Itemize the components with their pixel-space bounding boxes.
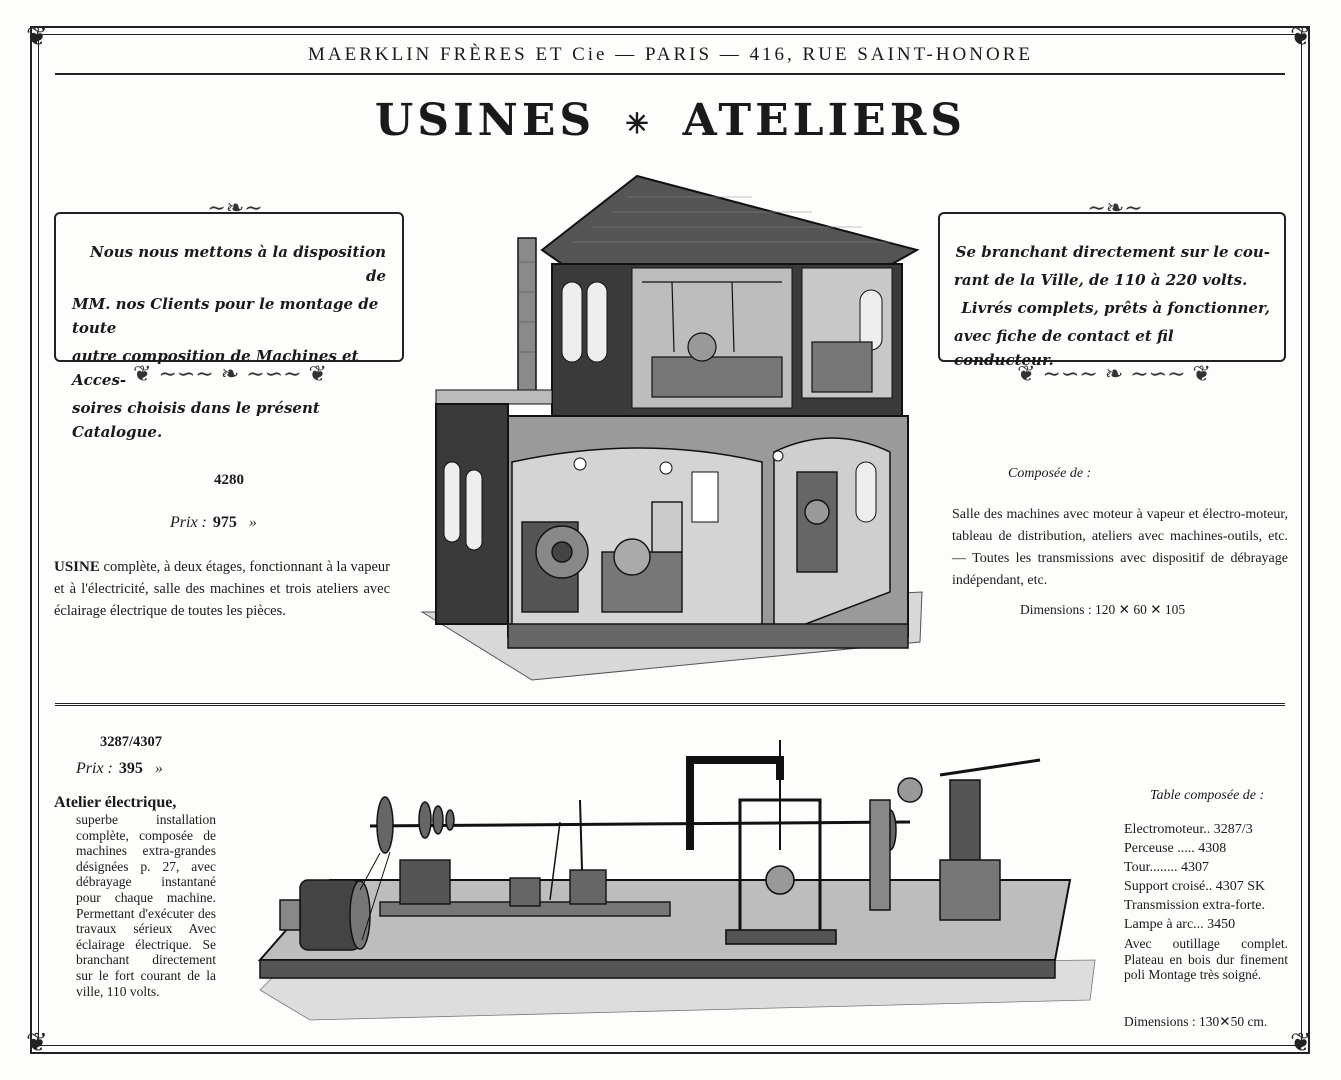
part-item: Transmission extra-forte. [1124, 898, 1266, 913]
parts-list [1124, 820, 1265, 934]
right-note-line: Livrés complets, prêts à fonctionner, [961, 299, 1270, 317]
part-item: Electromoteur.. 3287/3 [1124, 822, 1253, 837]
corner-ornament-icon: ❦ [1290, 1028, 1312, 1058]
usine-composition: Salle des machines avec moteur à vapeur et électro-moteur, tableau de distribution, ateliers avec machines-outils, etc. — Toutes les transmissions avec dispositif de débrayage indépendant, etc. [952, 507, 1288, 588]
price-value: 975 [212, 514, 237, 531]
flourish-icon: ∼❧∼ [207, 196, 263, 221]
part-item: Lampe à arc... 3450 [1124, 917, 1236, 932]
right-note-line: Se branchant directement sur le cou- [955, 243, 1270, 261]
plateau-edge [260, 960, 1055, 978]
corner-ornament-icon: ❦ [26, 1028, 48, 1058]
title-separator-icon: ✳ [625, 107, 653, 140]
atelier-description: superbe installation complète, composée de machines extra-grandes désignées p. 27, avec débrayage instantané pour chaque machine. Permettant d'exécuter des travaux sérieux Avec éclairage électrique. Se branchant directement sur le fort courant de la ville, 110 volts. [76, 812, 216, 999]
table-label: Table composée de : [1150, 788, 1265, 803]
usine-dimensions: Dimensions : 120 ✕ 60 ✕ 105 [1020, 602, 1186, 617]
right-note-box [938, 212, 1286, 369]
price-suffix: » [248, 514, 257, 531]
atelier-number: 3287/4307 [100, 734, 163, 750]
part-item: Tour........ 4307 [1124, 860, 1209, 875]
usine-name: USINE [54, 559, 100, 575]
right-note-line: rant de la Ville, de 110 à 220 volts. [954, 271, 1248, 289]
workshop-illustration [250, 730, 1110, 1040]
price-suffix: » [154, 760, 163, 777]
flourish-icon: ❦ ∼∽∼ ❧ ∼∽∼ ❦ [133, 362, 327, 387]
factory-roof [542, 176, 917, 264]
catalogue-header: MAERKLIN FRÈRES ET Cie — PARIS — 416, RUE SAINT-HONORE [307, 44, 1033, 65]
atelier-price [76, 760, 163, 778]
price-label: Prix : [170, 514, 207, 531]
price-label: Prix : [76, 760, 113, 777]
usine-price [170, 514, 257, 532]
factory-illustration [412, 172, 928, 692]
left-note-line: MM. nos Clients pour le montage de toute [72, 295, 379, 337]
usine-number: 4280 [214, 472, 244, 488]
title-right: ATELIERS [682, 95, 967, 146]
left-note-line: soires choisis dans le présent Catalogue. [72, 399, 320, 441]
part-item: Perceuse ..... 4308 [1124, 841, 1227, 856]
atelier-name: Atelier électrique, [54, 794, 177, 811]
usine-description-text: complète, à deux étages, fonctionnant à la vapeur et à l'électricité, salle des machines et trois ateliers avec éclairage électrique de toutes les pièces. [54, 559, 390, 619]
left-note-line: Nous nous mettons à la disposition de [89, 243, 386, 285]
usine-description [54, 556, 390, 622]
header-rule [55, 73, 1285, 75]
corner-ornament-icon: ❦ [26, 22, 48, 52]
left-note-line: autre composition de Machines et Acces- [72, 347, 359, 389]
atelier-extra: Avec outillage complet. Plateau en bois dur finement poli Montage très soigné. [1124, 936, 1288, 983]
atelier-dimensions: Dimensions : 130✕50 cm. [1124, 1014, 1268, 1029]
section-divider [55, 703, 1285, 706]
flourish-icon: ❦ ∼∽∼ ❧ ∼∽∼ ❦ [1017, 362, 1211, 387]
factory-base [508, 624, 908, 648]
corner-ornament-icon: ❦ [1290, 22, 1312, 52]
left-note-box [54, 212, 404, 441]
composed-label: Composée de : [1008, 466, 1092, 481]
part-item: Support croisé.. 4307 SK [1124, 879, 1266, 894]
page-title [0, 95, 1341, 146]
price-value: 395 [118, 760, 143, 777]
title-left: USINES [374, 95, 596, 146]
right-note-line: avec fiche de contact et fil conducteur. [954, 327, 1174, 369]
flourish-icon: ∼❧∼ [1087, 196, 1143, 221]
